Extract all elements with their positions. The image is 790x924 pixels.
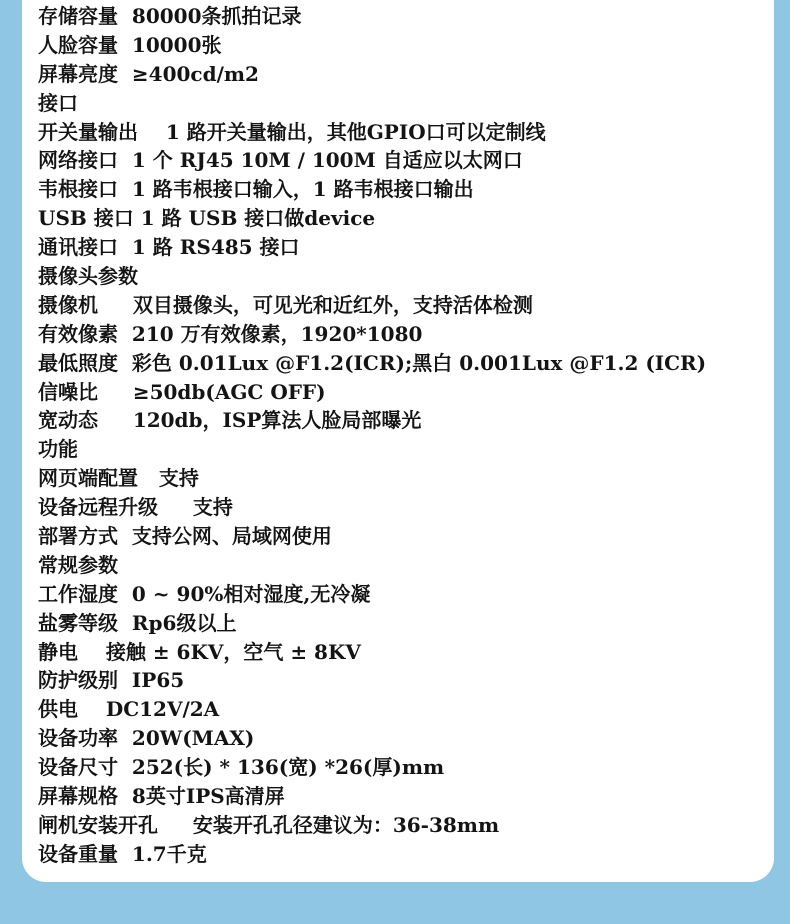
spec-row: 通讯接口 1 路 RS485 接口 xyxy=(38,235,300,260)
spec-row: 闸机安装开孔 安装开孔孔径建议为：36-38mm xyxy=(38,812,500,837)
spec-row: 部署方式 支持公网、局域网使用 xyxy=(38,524,332,549)
spec-row: 宽动态 120db，ISP算法人脸局部曝光 xyxy=(38,408,422,433)
spec-row: 有效像素 210 万有效像素，1920*1080 xyxy=(38,321,423,346)
spec-row: 防护级别 IP65 xyxy=(38,668,185,693)
spec-row: USB 接口 1 路 USB 接口做device xyxy=(38,206,376,231)
spec-row: 设备重量 1.7千克 xyxy=(38,841,207,866)
spec-row: 韦根接口 1 路韦根接口输入，1 路韦根接口输出 xyxy=(38,177,474,202)
spec-row: 人脸容量 10000张 xyxy=(38,32,222,57)
spec-row: 静电 接触 ± 6KV，空气 ± 8KV xyxy=(38,639,361,664)
spec-row: 设备功率 20W(MAX) xyxy=(38,726,255,751)
spec-row: 信噪比 ≥50db(AGC OFF) xyxy=(38,379,326,404)
spec-row: 屏幕亮度 ≥400cd/m2 xyxy=(38,61,259,86)
section-heading: 摄像头参数 xyxy=(38,264,138,289)
section-heading: 接口 xyxy=(38,90,78,115)
spec-row: 最低照度 彩色 0.01Lux @F1.2(ICR);黑白 0.001Lux @F1.2 (ICR) xyxy=(38,350,707,375)
spec-row: 摄像机 双目摄像头，可见光和近红外，支持活体检测 xyxy=(38,292,533,317)
spec-row: 存储容量 80000条抓拍记录 xyxy=(38,4,302,28)
spec-row: 屏幕规格 8英寸IPS高清屏 xyxy=(38,784,285,809)
section-heading: 功能 xyxy=(38,437,78,462)
spec-row: 设备尺寸 252(长) * 136(宽) *26(厚)mm xyxy=(38,755,445,780)
spec-row: 工作湿度 0 ~ 90%相对湿度,无冷凝 xyxy=(38,581,371,606)
spec-row: 设备远程升级 支持 xyxy=(38,495,233,520)
spec-row: 开关量输出 1 路开关量输出，其他GPIO口可以定制线 xyxy=(38,119,546,144)
spec-row: 网络接口 1 个 RJ45 10M / 100M 自适应以太网口 xyxy=(38,148,523,173)
spec-row: 网页端配置 支持 xyxy=(38,466,199,491)
spec-list xyxy=(38,2,768,869)
spec-row: 供电 DC12V/2A xyxy=(38,697,220,722)
spec-row: 盐雾等级 Rp6级以上 xyxy=(38,610,237,635)
section-heading: 常规参数 xyxy=(38,552,118,577)
